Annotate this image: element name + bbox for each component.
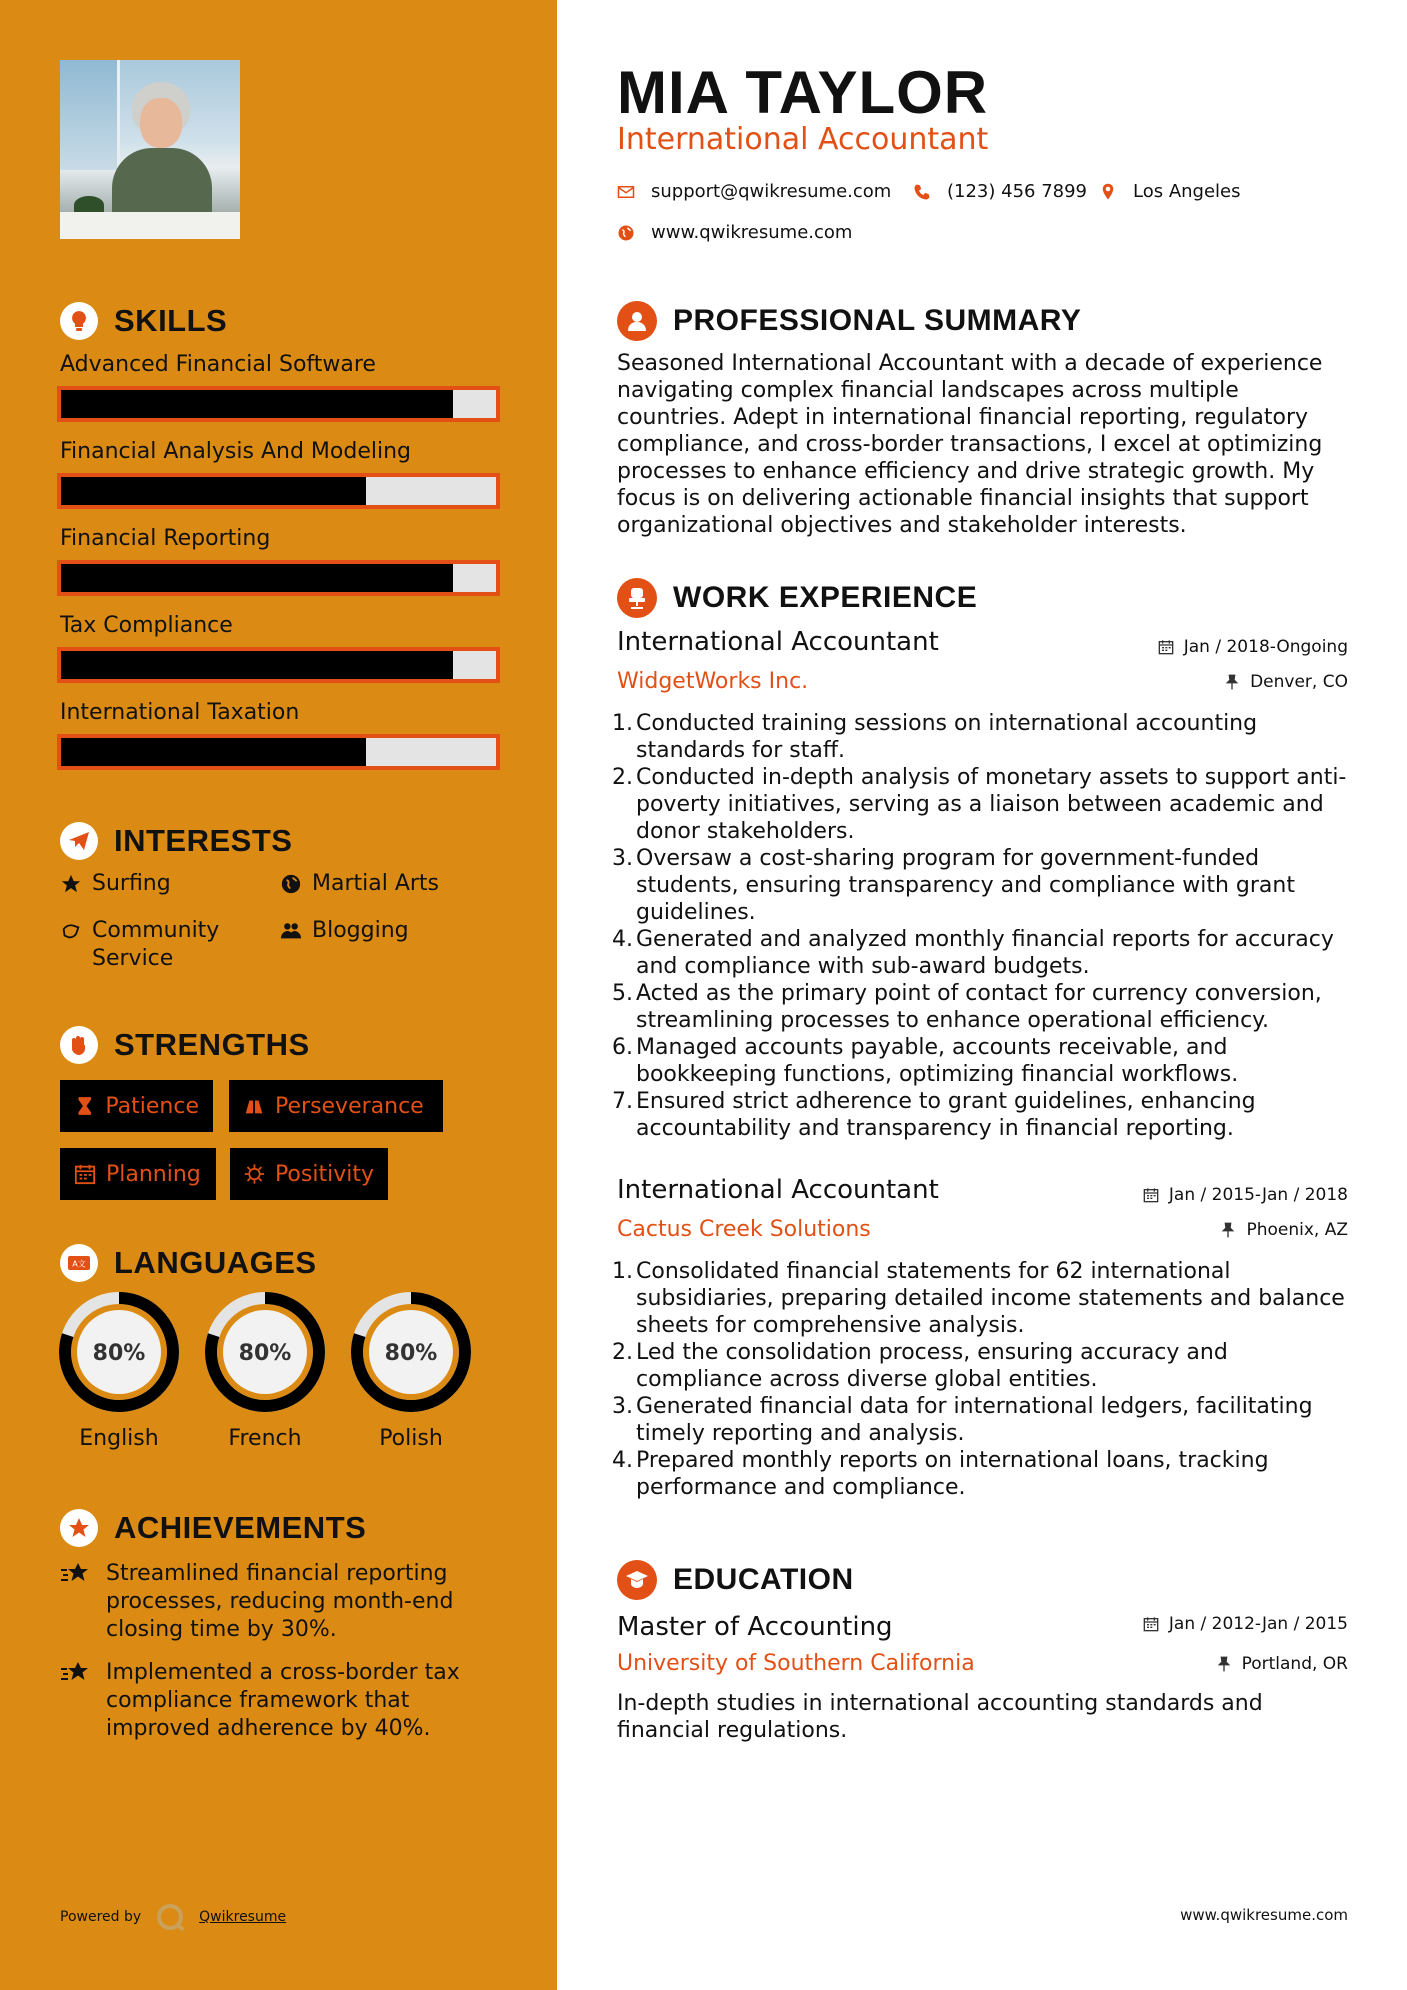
skill-bar [57, 473, 500, 509]
skill-bar-fill [61, 564, 453, 592]
phone-contact[interactable]: (123) 456 7899 [913, 181, 1087, 202]
experience-heading: WORK EXPERIENCE [617, 578, 977, 618]
calendar-icon [74, 1163, 96, 1185]
qwikresume-link[interactable]: Qwikresume [199, 1909, 287, 1925]
strength-badge: Planning [60, 1148, 216, 1200]
job-title: International Accountant [617, 627, 939, 657]
skill-bar-fill [61, 651, 453, 679]
strength-badge: Perseverance [229, 1080, 443, 1132]
qwikresume-logo-icon [155, 1902, 185, 1932]
duty-item: 2. Conducted in-depth analysis of monetary assets to support anti-poverty initiatives, serving as a liaison between academic and donor stakeholders. [612, 765, 1347, 844]
language-name: French [228, 1426, 302, 1451]
user-icon [617, 301, 657, 341]
strength-badge: Positivity [230, 1148, 388, 1200]
achievements-heading: ACHIEVEMENTS [60, 1509, 366, 1547]
website-contact[interactable]: www.qwikresume.com [617, 222, 852, 243]
pushpin-icon [1224, 674, 1240, 690]
fist-icon [60, 1026, 98, 1064]
users-icon [280, 920, 302, 942]
languages-heading: A文 LANGUAGES [60, 1244, 317, 1282]
duty-item: 2. Led the consolidation process, ensuring accuracy and compliance across diverse global entities. [612, 1340, 1228, 1392]
skills-heading: SKILLS [60, 302, 227, 340]
language-item [349, 1290, 473, 1451]
language-card-icon [60, 1244, 98, 1282]
skill-name: Tax Compliance [60, 613, 233, 638]
binoculars-icon [243, 1095, 265, 1117]
calendar-icon [1143, 1616, 1159, 1632]
job-dates: Jan / 2015-Jan / 2018 [1143, 1185, 1348, 1205]
sun-icon [244, 1163, 265, 1185]
language-percent: 80% [92, 1341, 146, 1366]
duty-list [612, 1258, 1357, 1501]
language-ring [349, 1290, 473, 1414]
duty-item: 1. Consolidated financial statements for 62 international subsidiaries, preparing detailed income statements and balance sheets for comprehensive analysis. [612, 1259, 1345, 1338]
interest-item: Blogging [280, 917, 409, 945]
skill-bar [57, 734, 500, 770]
envelope-icon [617, 183, 635, 201]
star-icon [60, 873, 82, 895]
interest-item: Martial Arts [280, 870, 439, 898]
skill-name: Advanced Financial Software [60, 352, 376, 377]
language-name: English [79, 1426, 159, 1451]
language-name: Polish [379, 1426, 443, 1451]
company-name: WidgetWorks Inc. [617, 669, 809, 694]
duty-item: 7. Ensured strict adherence to grant guidelines, enhancing accountability and transparency in financial reporting. [612, 1089, 1256, 1141]
education-dates: Jan / 2012-Jan / 2015 [1143, 1614, 1348, 1634]
job-title: International Accountant [617, 1175, 939, 1205]
pushpin-icon [1216, 1656, 1232, 1672]
interest-item: Surfing [60, 870, 171, 898]
skill-bar [57, 647, 500, 683]
powered-by: Powered by Qwikresume [60, 1902, 286, 1932]
language-percent: 80% [384, 1341, 438, 1366]
degree-title: Master of Accounting [617, 1612, 893, 1642]
skill-bar-fill [61, 477, 366, 505]
interest-item: Community Service [60, 917, 260, 973]
education-heading: EDUCATION [617, 1560, 854, 1600]
company-name: Cactus Creek Solutions [617, 1217, 871, 1242]
office-chair-icon [617, 578, 657, 618]
skill-bar-fill [61, 390, 453, 418]
duty-item: 6. Managed accounts payable, accounts receivable, and bookkeeping functions, optimizing financial workflows. [612, 1035, 1239, 1087]
skill-bar [57, 560, 500, 596]
language-item [57, 1290, 181, 1451]
job-location: Phoenix, AZ [1220, 1220, 1348, 1240]
skill-name: Financial Analysis And Modeling [60, 439, 411, 464]
calendar-icon [1158, 639, 1174, 655]
star-badge-icon [60, 1509, 98, 1547]
candidate-role: International Accountant [617, 122, 989, 157]
duty-item: 1. Conducted training sessions on international accounting standards for staff. [612, 711, 1258, 763]
interests-heading: INTERESTS [60, 822, 292, 860]
duty-item: 3. Generated financial data for international ledgers, facilitating timely reporting and analysis. [612, 1394, 1313, 1446]
calendar-icon [1143, 1187, 1159, 1203]
summary-heading: PROFESSIONAL SUMMARY [617, 301, 1081, 341]
school-name: University of Southern California [617, 1651, 975, 1676]
svg-text:A文: A文 [72, 1259, 86, 1269]
sidebar [0, 0, 557, 1990]
duty-list [612, 710, 1357, 1142]
phone-icon [913, 183, 931, 201]
skill-bar-fill [61, 738, 366, 766]
map-pin-icon [1099, 183, 1117, 201]
achievement-item: Implemented a cross-border tax compliance framework that improved adherence by 40%. [60, 1659, 490, 1743]
duty-item: 4. Generated and analyzed monthly financial reports for accuracy and compliance with sub-award budgets. [612, 927, 1334, 979]
hourglass-icon [74, 1095, 95, 1117]
skill-name: Financial Reporting [60, 526, 271, 551]
duty-item: 4. Prepared monthly reports on international loans, tracking performance and compliance. [612, 1448, 1269, 1500]
language-percent: 80% [238, 1341, 292, 1366]
duty-item: 5. Acted as the primary point of contact for currency conversion, streamlining processes to enhance operational efficiency. [612, 981, 1322, 1033]
email-contact[interactable]: support@qwikresume.com [617, 181, 891, 202]
shooting-star-icon [60, 1560, 92, 1588]
strengths-heading: STRENGTHS [60, 1026, 310, 1064]
footer-url[interactable]: www.qwikresume.com [1180, 1906, 1348, 1924]
job-location: Denver, CO [1224, 672, 1348, 692]
language-item [203, 1290, 327, 1451]
strength-badge: Patience [60, 1080, 213, 1132]
education-description: In-depth studies in international accounting standards and financial regulations. [617, 1691, 1263, 1743]
duty-item: 3. Oversaw a cost-sharing program for government-funded students, ensuring transparency and compliance with grant guidelines. [612, 846, 1295, 925]
achievement-item: Streamlined financial reporting processes, reducing month-end closing time by 30%. [60, 1560, 490, 1644]
language-ring [57, 1290, 181, 1414]
graduate-icon [617, 1560, 657, 1600]
hand-icon [60, 920, 82, 942]
skill-bar [57, 386, 500, 422]
paper-plane-icon [60, 822, 98, 860]
location-contact: Los Angeles [1099, 181, 1241, 202]
pushpin-icon [1220, 1222, 1236, 1238]
summary-text: Seasoned International Accountant with a decade of experience navigating complex financial landscapes across multiple countries. Adept in international financial reporting, regulatory compliance, and cross-border transactions, I excel at optimizing processes to enhance efficiency and drive strategic growth. My focus is on delivering actionable financial insights that support organizational objectives and stakeholder interests. [617, 351, 1323, 538]
globe-icon [617, 224, 635, 242]
skill-name: International Taxation [60, 700, 300, 725]
language-ring [203, 1290, 327, 1414]
candidate-name: MIA TAYLOR [617, 59, 989, 126]
globe-icon [280, 873, 302, 895]
job-dates: Jan / 2018-Ongoing [1158, 637, 1348, 657]
lightbulb-icon [60, 302, 98, 340]
education-location: Portland, OR [1216, 1654, 1348, 1674]
shooting-star-icon [60, 1659, 92, 1687]
profile-photo [60, 60, 240, 239]
